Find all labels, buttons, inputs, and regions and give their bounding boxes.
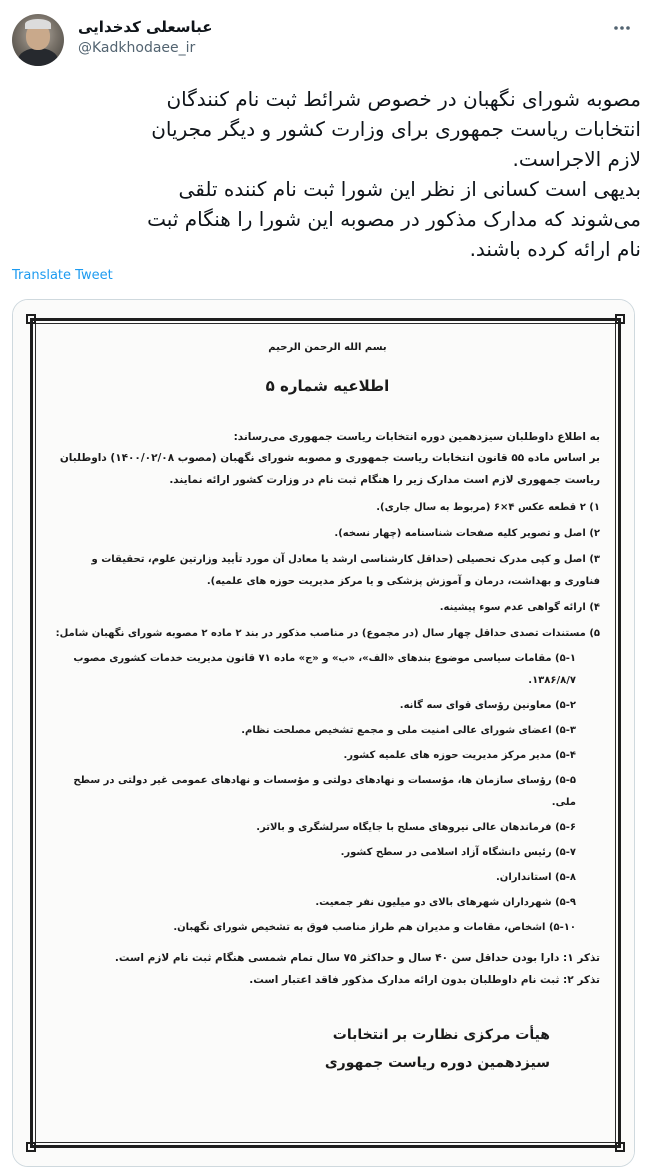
border-corner-ornament	[615, 1142, 625, 1152]
tweet-text: مصوبه شورای نگهبان در خصوص شرائط ثبت نام کنندگان انتخابات ریاست جمهوری برای وزارت کشور و دیگر مجریان لازم الاجراست. بدیهی است کسانی از نظر این شورا ثبت نام کننده تلقی می‌شوند که مدارک مذکور در مصوبه این شورا را هنگام ثبت نام ارائه کرده باشند.	[147, 87, 641, 261]
author-handle[interactable]: @Kadkhodaee_ir	[78, 40, 196, 56]
document-title: اطلاعیه شماره ۵	[265, 377, 390, 395]
document-item: ۳) اصل و کپی مدرک تحصیلی (حداقل کارشناسی ارشد یا معادل آن مورد تأیید وزارتین علوم، تحقیقات و فناوری و بهداشت، درمان و آموزش پزشکی و یا مرکز مدیریت حوزه های علمیه).	[91, 554, 600, 587]
document-sub-item: ۵-۱۰) اشخاص، مقامات و مدیران هم طراز مناصب فوق به تشخیص شورای نگهبان.	[173, 922, 576, 933]
more-icon[interactable]	[607, 16, 637, 40]
document-sub-item: ۵-۵) رؤسای سازمان ها، مؤسسات و نهادهای دولتی و مؤسسات و نهادهای عمومی غیر دولتی در سطح ملی.	[73, 775, 576, 808]
document-sub-item: ۵-۹) شهرداران شهرهای بالای دو میلیون نفر جمعیت.	[315, 897, 576, 908]
author-display-name[interactable]: عباسعلی کدخدایی	[78, 18, 213, 36]
border-corner-ornament	[26, 1142, 36, 1152]
author-names	[78, 18, 213, 56]
translate-tweet-link[interactable]: Translate Tweet	[12, 268, 113, 283]
document-note: تذکر ۱: دارا بودن حداقل سن ۴۰ سال و حداکثر ۷۵ سال تمام شمسی هنگام ثبت نام لازم است.	[114, 952, 600, 964]
document-signature	[55, 1021, 600, 1077]
document-intro: به اطلاع داوطلبان سیزدهمین دوره انتخابات ریاست جمهوری می‌رساند:	[233, 431, 600, 443]
document-item: ۵) مستندات تصدی حداقل چهار سال (در مجموع) در مناصب مذکور در بند ۲ ماده ۲ مصوبه شورای نگهبان شامل:	[55, 628, 600, 639]
avatar[interactable]	[12, 14, 64, 66]
border-corner-ornament	[615, 314, 625, 324]
document-sub-item: ۵-۴) مدیر مرکز مدیریت حوزه های علمیه کشور.	[343, 750, 576, 761]
document-note: تذکر ۲: ثبت نام داوطلبان بدون ارائه مدارک مذکور فاقد اعتبار است.	[249, 974, 600, 986]
document-basmala: بسم الله الرحمن الرحیم	[268, 342, 387, 353]
document-sub-items	[55, 648, 600, 939]
border-corner-ornament	[26, 314, 36, 324]
document-notes	[55, 947, 600, 991]
document-sub-item: ۵-۱) مقامات سیاسی موضوع بندهای «الف»، «ب» و «ج» ماده ۷۱ قانون مدیریت خدمات کشوری مصوب ۱۳۸۶/۸/۷.	[73, 653, 576, 686]
signature-line: سیزدهمین دوره ریاست جمهوری	[324, 1055, 550, 1071]
signature-line: هیأت مرکزی نظارت بر انتخابات	[332, 1027, 550, 1043]
document-content	[55, 338, 600, 1077]
document-main-paragraph: بر اساس ماده ۵۵ قانون انتخابات ریاست جمهوری و مصوبه شورای نگهبان (مصوب ۱۴۰۰/۰۲/۰۸) داوطلبان ریاست جمهوری لازم است مدارک زیر را هنگام ثبت نام در وزارت کشور ارائه نمایند.	[59, 452, 600, 486]
tweet-header	[12, 12, 641, 68]
document-item: ۱) ۲ قطعه عکس ۴×۶ (مربوط به سال جاری).	[376, 502, 600, 513]
document-item: ۴) ارائه گواهی عدم سوء پیشینه.	[439, 602, 600, 613]
document-sub-item: ۵-۳) اعضای شورای عالی امنیت ملی و مجمع تشخیص مصلحت نظام.	[241, 725, 576, 736]
document-sub-item: ۵-۶) فرماندهان عالی نیروهای مسلح با جایگاه سرلشگری و بالاتر.	[256, 822, 576, 833]
document-sub-item: ۵-۲) معاونین رؤسای قوای سه گانه.	[399, 700, 576, 711]
document-sub-item: ۵-۸) استانداران.	[496, 872, 576, 883]
scanned-document	[13, 300, 634, 1166]
document-sub-item: ۵-۷) رئیس دانشگاه آزاد اسلامی در سطح کشور.	[340, 847, 576, 858]
tweet-media-image[interactable]	[12, 299, 635, 1167]
document-items	[55, 497, 600, 645]
document-item: ۲) اصل و تصویر کلیه صفحات شناسنامه (چهار نسخه).	[334, 528, 600, 539]
